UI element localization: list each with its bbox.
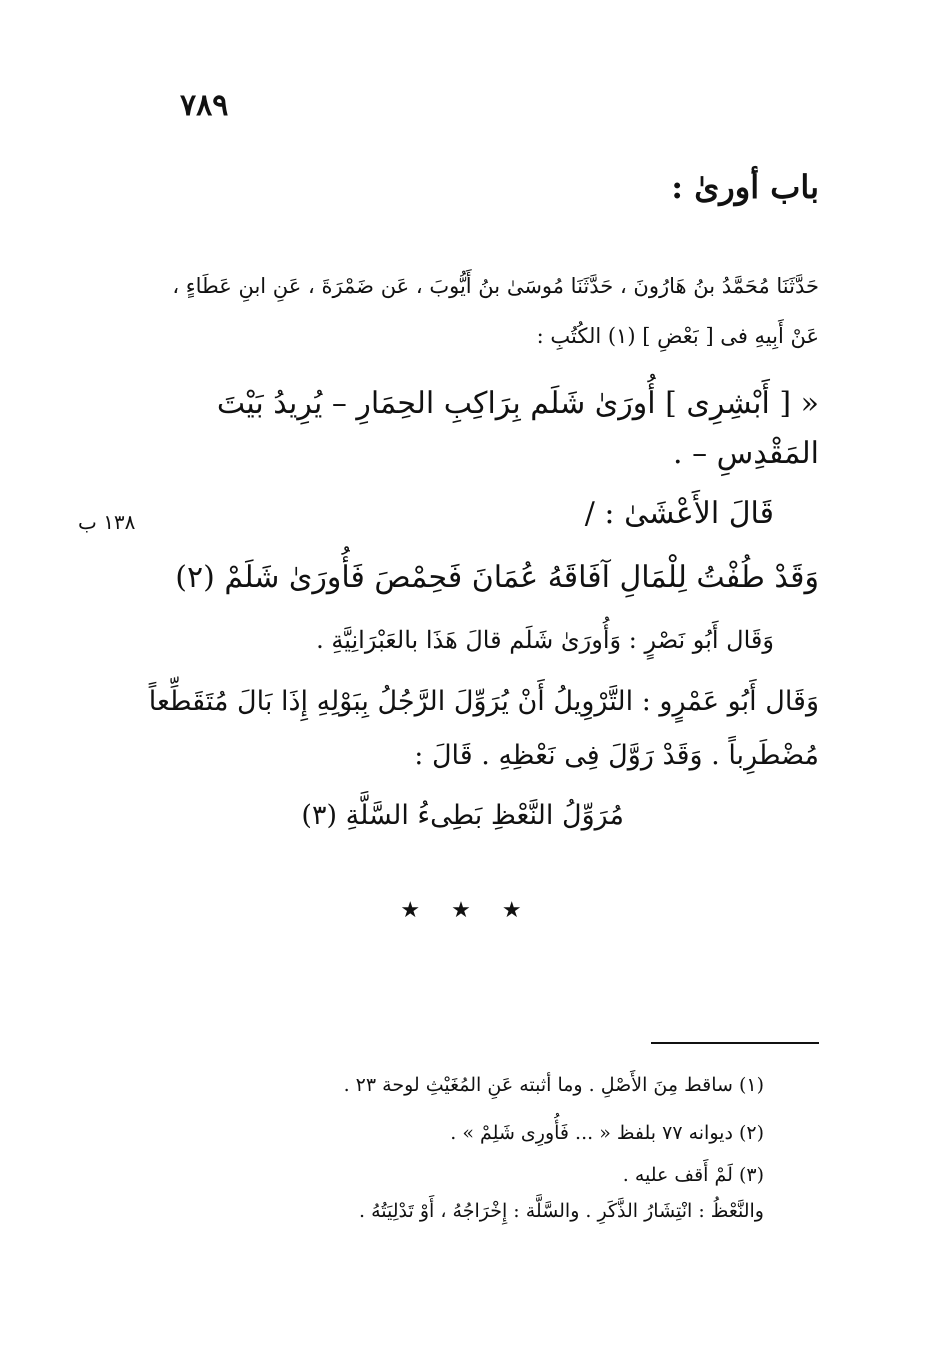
abu-amr-line-2: مُضْطَرِباً . وَقَدْ رَوَّلَ فِى نَعْظِهِ . قَالَ : bbox=[414, 740, 819, 771]
quote-line-1: « [ أَبْشِرِى ] أُورَىٰ شَلَم بِرَاكِبِ الحِمَارِ – يُرِيدُ بَيْتَ bbox=[216, 386, 819, 421]
quote-line-2: المَقْدِسِ – . bbox=[673, 436, 819, 471]
footnote-3-gloss: والنَّعْظُ : انْتِشَارُ الذَّكَرِ . والسَّلَّة : إِخْرَاجُهُ ، أَوْ تَدْلِيَتُهُ . bbox=[359, 1200, 764, 1222]
section-separator-stars: ★ ★ ★ bbox=[400, 898, 534, 923]
poem-line: وَقَدْ طُفْتُ لِلْمَالِ آفَاقَهُ عُمَانَ فَحِمْصَ فَأُورَىٰ شَلَمْ (٢) bbox=[175, 560, 819, 595]
page-number: ٧٨٩ bbox=[180, 88, 229, 123]
footnote-1: (١) ساقط مِنَ الأَصْلِ . وما أثبته عَنِ المُغَيْثِ لوحة ٢٣ . bbox=[343, 1074, 764, 1096]
isnad-line-2: عَنْ أَبِيهِ فى [ بَعْضِ ] (١) الكُتُبِ : bbox=[536, 324, 819, 348]
abu-amr-line-1: وَقَال أَبُو عَمْرٍو : التَّرْوِيلُ أَنْ يُرَوِّلَ الرَّجُلُ بِبَوْلِهِ إِذَا بَالَ مُتَقَطِّعاً bbox=[148, 686, 819, 717]
poet-intro: قَالَ الأَعْشَىٰ : / bbox=[584, 496, 774, 531]
poem-line-2: مُرَوِّلُ النَّعْظِ بَطِىءُ السَّلَّةِ (٣) bbox=[301, 800, 624, 831]
abu-nasr-paragraph: وَقَال أَبُو نَصْرٍ : وَأُورَىٰ شَلَم قالَ هَذَا بالعَبْرَانِيَّةِ . bbox=[316, 626, 774, 654]
margin-folio-note: ١٣٨ ب bbox=[78, 510, 136, 534]
isnad-line-1: حَدَّثَنَا مُحَمَّدُ بنُ هَارُونَ ، حَدَّثَنَا مُوسَىٰ بنُ أَيُّوبَ ، عَن ضَمْرَةَ ، عَنِ ابنِ عَطَاءٍ ، bbox=[172, 274, 819, 298]
footnote-3: (٣) لَمْ أَقف عليه . bbox=[622, 1164, 764, 1186]
chapter-title: باب أورىٰ : bbox=[671, 168, 819, 206]
footnote-2: (٢) ديوانه ٧٧ بلفظ « ... فَأُورِى شَلِمْ » . bbox=[450, 1122, 764, 1144]
footnote-divider bbox=[651, 1042, 819, 1044]
